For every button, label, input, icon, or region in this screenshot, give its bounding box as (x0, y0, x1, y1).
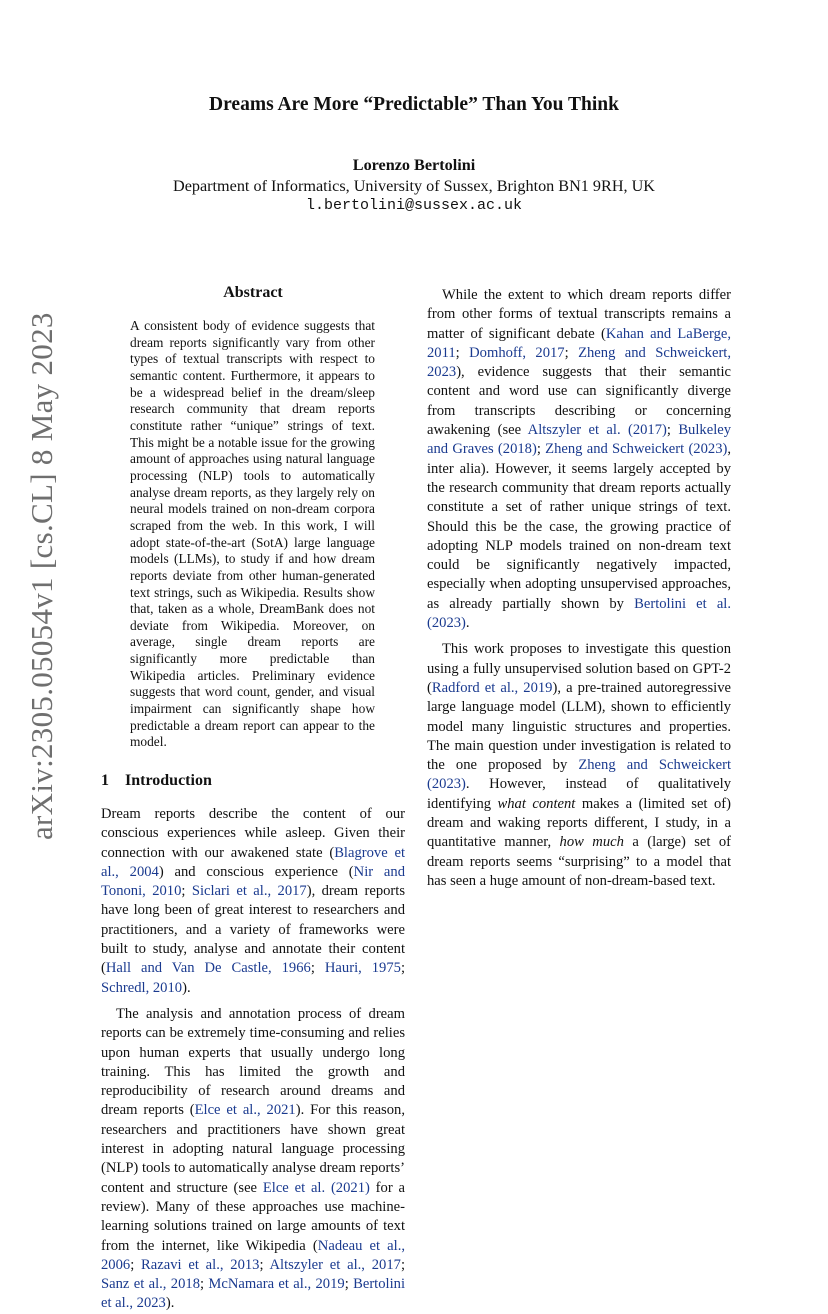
citation-link[interactable]: Zheng and Schweickert (2023) (427, 757, 731, 793)
intro-paragraph-2: The analysis and annotation process of dream reports can be extremely time-consuming and relies upon human experts that usually undergo long training. This has limited the growth and reproducibility of research around dreams and dream reports (Elce et al., 2021). For this reason, researchers and practitioners have shown great interest in adopting natural language processing (NLP) tools to automatically analyse dream reports’ content and structure (see Elce et al. (2021) for a review). Many of these approaches use machine-learning solutions trained on large amounts of text from the internet, like Wikipedia (Nadeau et al., 2006; Razavi et al., 2013; Altszyler et al., 2017; Sanz et al., 2018; McNamara et al., 2019; Bertolini et al., 2023). (101, 1005, 405, 1312)
citation-link[interactable]: Blagrove et al., 2004 (101, 844, 405, 880)
emphasis-text: what content (497, 795, 576, 812)
citation-link[interactable]: McNamara et al., 2019 (208, 1276, 345, 1293)
citation-link[interactable]: Hauri, 1975 (324, 960, 401, 977)
intro-paragraph-1: Dream reports describe the content of our conscious experiences while asleep. Given their connection with our awakened state (Blagrove et al., 2004) and conscious experience (Nir and Tononi, 2010; Siclari et al., 2017), dream reports have long been of great interest to researchers and practitioners, and a variety of frameworks were built to study, analyse and annotate their content (Hall and Van De Castle, 1966; Hauri, 1975; Schredl, 2010). (101, 806, 406, 996)
citation-link[interactable]: Nir and Tononi, 2010 (101, 863, 405, 900)
citation-link[interactable]: Domhoff, 2017 (469, 344, 565, 361)
citation-link[interactable]: Schredl, 2010 (101, 979, 183, 996)
section-title: Introduction (125, 772, 212, 789)
citation-link[interactable]: Zheng and Schweickert (2023) (545, 441, 728, 458)
intro-paragraph-4: This work proposes to investigate this question using a fully unsupervised solution based on GPT-2 (Radford et al., 2019), a pre-trained autoregressive large language model (LLM), shown to efficiently model many linguistic structures and properties. The main question under investigation is related to the one proposed by Zheng and Schweickert (2023). However, instead of qualitatively identifying what content makes a (limited set of) dream and waking reports different, I study, in a quantitative manner, how much a (large) set of dream reports seems “surprising” to a model that has seen a huge amount of non-dream-based text. (427, 641, 732, 889)
emphasis-text: how much (559, 834, 624, 851)
citation-link[interactable]: Altszyler et al., 2017 (269, 1256, 401, 1273)
citation-link[interactable]: Radford et al., 2019 (431, 679, 553, 696)
citation-link[interactable]: Bertolini et al. (2023) (427, 595, 731, 632)
section-heading (101, 772, 212, 790)
abstract-text: A consistent body of evidence suggests that dream reports significantly vary from other types of textual transcripts with respect to semantic content. Furthermore, it appears to be a widespread belief in the dream/sleep research community that dream reports constitute rather “unique” strings of text. This might be a notable issue for the growing amount of approaches using natural language processing (NLP) tools to automatically analyse dream reports, as they largely rely on neural models trained on non-dream corpora scraped from the web. In this work, I will adopt state-of-the-art (SotA) large language models (LLMs), to study if and how dream reports deviate from other human-generated text strings, such as Wikipedia. Results show that, taken as a whole, DreamBank does not deviate from Wikipedia. Moreover, on average, single dream reports are significantly more predictable than Wikipedia articles. Preliminary evidence suggests that word count, gender, and visual impairment can significantly shape how predictable a dream report can appear to the model. (130, 318, 375, 750)
citation-link[interactable]: Nadeau et al., 2006 (101, 1237, 405, 1273)
arxiv-stamp: arXiv:2305.05054v1 [cs.CL] 8 May 2023 (24, 312, 59, 840)
citation-link[interactable]: Kahan and LaBerge, 2011 (427, 325, 732, 361)
author-name: Lorenzo Bertolini (352, 156, 476, 174)
paper-title: Dreams Are More “Predictable” Than You Think (209, 94, 619, 115)
abstract-heading: Abstract (223, 284, 283, 301)
citation-link[interactable]: Elce et al. (2021) (262, 1179, 370, 1196)
section-number: 1 (101, 772, 109, 789)
intro-paragraph-3: While the extent to which dream reports differ from other forms of textual transcripts remains a matter of significant debate (Kahan and LaBerge, 2011; Domhoff, 2017; Zheng and Schweickert, 2023), evidence suggests that their semantic content and word use can significantly diverge from transcripts describing or concerning awakening (see Altszyler et al. (2017); Bulkeley and Graves (2018); Zheng and Schweickert (2023), inter alia). However, it seems largely accepted by the research community that dream reports actually constitute a set of rather unique strings of text. Should this be the case, the growing practice of adopting NLP models trained on non-dream text could be significantly negatively impacted, especially when adopting unsupervised approaches, as already partially shown by Bertolini et al. (2023). (427, 287, 732, 632)
citation-link[interactable]: Elce et al., 2021 (194, 1102, 296, 1119)
right-column-body (427, 286, 731, 891)
citation-link[interactable]: Altszyler et al. (2017) (527, 422, 667, 439)
author-email[interactable]: l.bertolini@sussex.ac.uk (305, 197, 523, 214)
author-affiliation: Department of Informatics, University of Sussex, Brighton BN1 9RH, UK (173, 177, 655, 195)
citation-link[interactable]: Zheng and Schweickert, 2023 (427, 344, 732, 381)
citation-link[interactable]: Hall and Van De Castle, 1966 (105, 960, 311, 977)
citation-link[interactable]: Razavi et al., 2013 (141, 1256, 260, 1273)
left-column-body (101, 805, 405, 1314)
citation-link[interactable]: Siclari et al., 2017 (191, 883, 307, 900)
citation-link[interactable]: Bulkeley and Graves (2018) (427, 422, 732, 458)
citation-link[interactable]: Bertolini et al., 2023 (101, 1276, 405, 1312)
citation-link[interactable]: Sanz et al., 2018 (101, 1276, 200, 1293)
